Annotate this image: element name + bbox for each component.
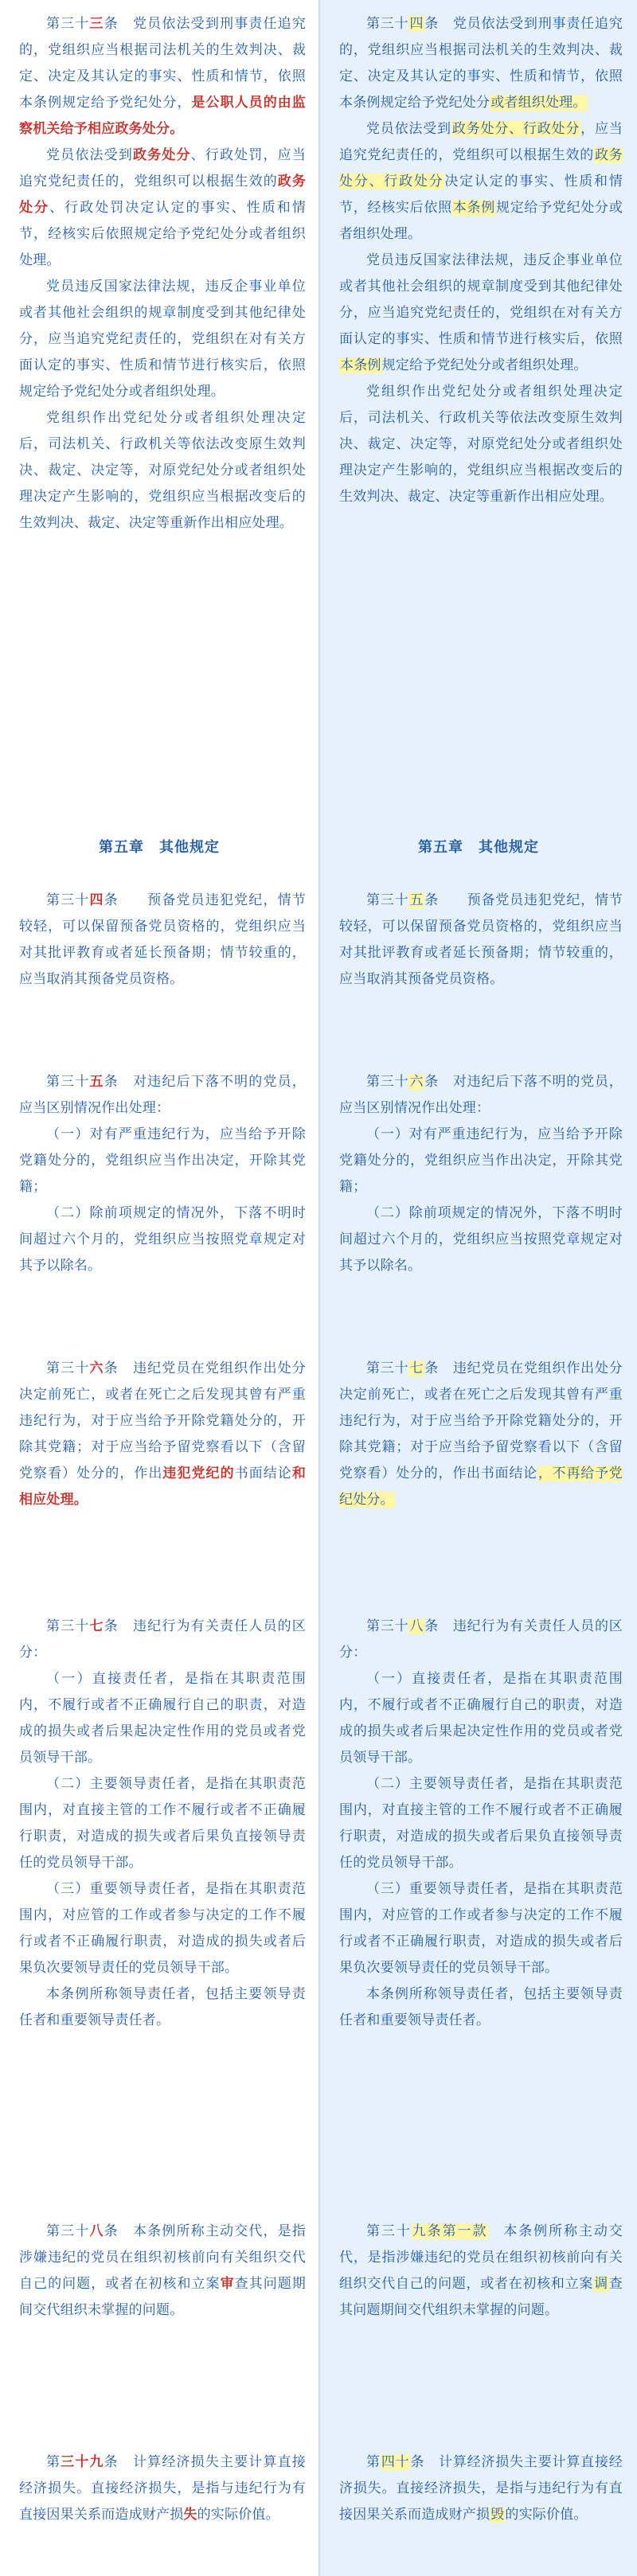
left-article-39: 第三十九条 计算经济损失主要计算直接经济损失。直接经济损失，是指与违纪行为有直接因果关系而造成财产损失的实际价值。 — [19, 2454, 307, 2523]
left-chapter-heading: 第五章 其他规定 — [99, 839, 220, 856]
right-column-new-version — [318, 0, 637, 2576]
right-chapter-heading: 第五章 其他规定 — [418, 839, 539, 856]
right-article-34: 第三十四条 党员依法受到刑事责任追究的，党组织应当根据司法机关的生效判决、裁定、决定及其认定的事实、性质和情节，依照本条例规定给予党纪处分或者组织处理。 党员依法受到政务处分、行政处分，应当追究党纪责任的，党组织可以根据生效的政务处分、行政处分决定认定的事实、性质和情节，经核实后依照本条例规定给予党纪处分或者组织处理。 党员违反国家法律法规，违反企事业单位或者其他社会组织的规章制度受到其他纪律处分，应当追究党纪责任的，党组织在对有关方面认定的事实、性质和情节进行核实后，依照本条例规定给予党纪处分或者组织处理。 党组织作出党纪处分或者组织处理决定后，司法机关、行政机关等依法改变原生效判决、裁定、决定等，对原党纪处分或者组织处理决定产生影响的，党组织应当根据改变后的生效判决、裁定、决定等重新作出相应处理。 — [339, 16, 623, 505]
article-33-p1: 第三十三条 党员依法受到刑事责任追究的，党组织应当根据司法机关的生效判决、裁定、决定及其认定的事实、性质和情节，依照本条例规定给予党纪处分，是公职人员的由监察机关给予相应政务处分。 — [19, 16, 306, 137]
left-article-33 — [19, 11, 306, 537]
left-article-37: 第三十七条 违纪行为有关责任人员的区分： （一）直接责任者，是指在其职责范围内，不履行或者不正确履行自己的职责，对造成的损失或者后果起决定性作用的党员或者党员领导干部。 （二）主要领导责任者，是指在其职责范围内，对直接主管的工作不履行或者不正确履行职责，对造成的损失或者后果负直接领导责任的党员领导干部。 （三）重要领导责任者，是指在其职责范围内，对应管的工作或者参与决定的工作不履行或者不正确履行职责，对造成的损失或者后果负次要领导责任的党员领导干部。 本条例所称领导责任者，包括主要领导责任者和重要领导责任者。 — [19, 1618, 307, 2028]
left-column-old-version — [0, 0, 318, 2576]
article-33-p2: 党员依法受到政务处分、行政处罚，应当追究党纪责任的，党组织可以根据生效的政务处分、行政处罚决定认定的事实、性质和情节，经核实后依照规定给予党纪处分或者组织处理。 — [19, 147, 306, 268]
left-article-36: 第三十六条 违纪党员在党组织作出处分决定前死亡，或者在死亡之后发现其曾有严重违纪行为，对于应当给予开除党籍处分的，开除其党籍；对于应当给予留党察看以下（含留党察看）处分的，作出违犯党纪的书面结论和相应处理。 — [19, 1360, 307, 1508]
right-article-38: 第三十八条 违纪行为有关责任人员的区分： （一）直接责任者，是指在其职责范围内，不履行或者不正确履行自己的职责，对造成的损失或者后果起决定性作用的党员或者党员领导干部。 （二）主要领导责任者，是指在其职责范围内，对直接主管的工作不履行或者不正确履行职责，对造成的损失或者后果负直接领导责任的党员领导干部。 （三）重要领导责任者，是指在其职责范围内，对应管的工作或者参与决定的工作不履行或者不正确履行职责，对造成的损失或者后果负次要领导责任的党员领导干部。 本条例所称领导责任者，包括主要领导责任者和重要领导责任者。 — [339, 1618, 623, 2028]
left-article-38: 第三十八条 本条例所称主动交代，是指涉嫌违纪的党员在组织初核前向有关组织交代自己的问题，或者在初核和立案审查其问题期间交代组织未掌握的问题。 — [19, 2223, 307, 2318]
right-article-40: 第四十条 计算经济损失主要计算直接经济损失。直接经济损失，是指与违纪行为有直接因果关系而造成财产损毁的实际价值。 — [339, 2454, 623, 2523]
right-article-36: 第三十六条 对违纪后下落不明的党员，应当区别情况作出处理： （一）对有严重违纪行为，应当给予开除党籍处分的，党组织应当作出决定，开除其党籍； （二）除前项规定的情况外，下落不明时间超过六个月的，党组织应当按照党章规定对其予以除名。 — [339, 1074, 623, 1274]
left-article-35: 第三十五条 对违纪后下落不明的党员，应当区别情况作出处理： （一）对有严重违纪行为，应当给予开除党籍处分的，党组织应当作出决定，开除其党籍； （二）除前项规定的情况外，下落不明时间超过六个月的，党组织应当按照党章规定对其予以除名。 — [19, 1074, 307, 1274]
article-33-p3: 党员违反国家法律法规，违反企事业单位或者其他社会组织的规章制度受到其他纪律处分，应当追究党纪责任的，党组织在对有关方面认定的事实、性质和情节进行核实后，依照规定给予党纪处分或者组织处理。 — [19, 279, 306, 400]
right-article-37: 第三十七条 违纪党员在党组织作出处分决定前死亡，或者在死亡之后发现其曾有严重违纪行为，对于应当给予开除党籍处分的，开除其党籍；对于应当给予留党察看以下（含留党察看）处分的，作出书面结论，不再给予党纪处分。 — [339, 1360, 623, 1508]
article-33-p4: 党组织作出党纪处分或者组织处理决定后，司法机关、行政机关等依法改变原生效判决、裁定、决定等，对原党纪处分或者组织处理决定产生影响的，党组织应当根据改变后的生效判决、裁定、决定等重新作出相应处理。 — [19, 410, 306, 531]
left-article-34: 第三十四条 预备党员违犯党纪，情节较轻，可以保留预备党员资格的，党组织应当对其批评教育或者延长预备期；情节较重的，应当取消其预备党员资格。 — [19, 892, 307, 987]
right-article-35: 第三十五条 预备党员违犯党纪，情节较轻，可以保留预备党员资格的，党组织应当对其批评教育或者延长预备期；情节较重的，应当取消其预备党员资格。 — [339, 892, 623, 987]
right-article-39: 第三十九条第一款 本条例所称主动交代，是指涉嫌违纪的党员在组织初核前向有关组织交代自己的问题，或者在初核和立案调查其问题期间交代组织未掌握的问题。 — [339, 2223, 623, 2318]
